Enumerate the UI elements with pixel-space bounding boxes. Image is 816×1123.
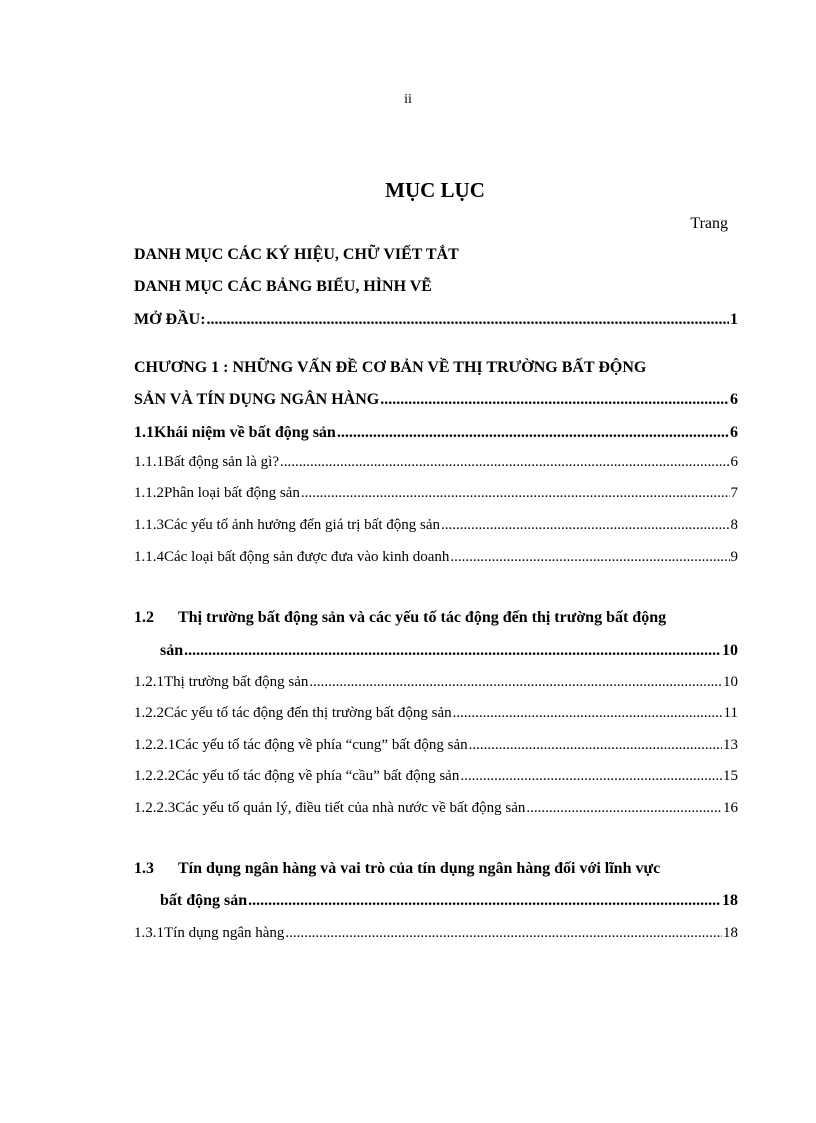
toc-leader-dots: [526, 800, 722, 817]
toc-leader-dots: [248, 892, 721, 910]
toc-entry-1-3-1[interactable]: [134, 925, 738, 942]
toc-entry-label: DANH MỤC CÁC BẢNG BIỂU, HÌNH VẼ: [134, 278, 432, 295]
toc-entry-number: 1.2.2.2: [134, 768, 176, 784]
toc-entry-1-2[interactable]: [134, 609, 738, 627]
toc-page-number: 6: [730, 391, 738, 408]
toc-entry-label: DANH MỤC CÁC KÝ HIỆU, CHỮ VIẾT TẮT: [134, 246, 459, 263]
toc-entry-label: Các yếu tố ảnh hưởng đến giá trị bất động sản: [164, 517, 440, 533]
toc-entry-number: 1.1: [134, 424, 154, 441]
page-column-header: Trang: [690, 215, 728, 232]
toc-entry-1-3[interactable]: [134, 860, 738, 878]
toc-entry-label: Phân loại bất động sản: [164, 485, 300, 501]
toc-entry-label: MỞ ĐẦU:: [134, 311, 206, 328]
toc-leader-dots: [441, 517, 730, 534]
toc-entry-number: 1.3.1: [134, 925, 164, 941]
toc-entry-label: Bất động sản là gì?: [164, 454, 279, 470]
toc-page-number: 6: [730, 454, 738, 470]
toc-page-number: 10: [722, 642, 738, 659]
toc-entry-label: SẢN VÀ TÍN DỤNG NGÂN HÀNG: [134, 391, 380, 408]
toc-entry-label: Các yếu tố tác động về phía “cung” bất động sản: [175, 737, 468, 753]
toc-page-number: 18: [722, 892, 738, 909]
toc-page-number: 1: [730, 311, 738, 328]
toc-entry-1-2-2-2[interactable]: [134, 768, 738, 785]
toc-entry-chapter-1-cont[interactable]: [134, 391, 738, 409]
toc-entry-label: Tín dụng ngân hàng: [164, 925, 285, 941]
toc-page-number: 10: [723, 674, 738, 690]
toc-leader-dots: [184, 642, 721, 660]
toc-leader-dots: [460, 768, 722, 785]
toc-page-number: 6: [730, 424, 738, 441]
toc-entry-number: 1.1.1: [134, 454, 164, 470]
toc-entry-number: 1.3: [134, 860, 154, 877]
toc-entry-1-1-4[interactable]: [134, 549, 738, 566]
toc-entry-number: 1.1.3: [134, 517, 164, 533]
toc-leader-dots: [301, 485, 730, 502]
toc-entry-1-1-3[interactable]: [134, 517, 738, 534]
toc-leader-dots: [207, 311, 729, 329]
page-title: MỤC LỤC: [385, 178, 485, 202]
toc-entry-number: 1.1.4: [134, 549, 164, 565]
toc-entry-label: Thị trường bất động sản và các yếu tố tác động đến thị trường bất động: [178, 609, 667, 626]
toc-entry-number: 1.2.2.1: [134, 737, 176, 753]
toc-page-number: 16: [723, 800, 738, 816]
toc-entry-introduction[interactable]: [134, 311, 738, 329]
toc-entry-1-2-2-1[interactable]: [134, 737, 738, 754]
toc-leader-dots: [380, 391, 729, 409]
toc-entry-label: Các yếu tố tác động đến thị trường bất động sản: [164, 705, 452, 721]
toc-entry-label: CHƯƠNG 1 : NHỮNG VẤN ĐỀ CƠ BẢN VỀ THỊ TRƯỜNG BẤT ĐỘNG: [134, 359, 647, 376]
toc-entry-label: bất động sản: [160, 892, 248, 909]
toc-entry-1-1[interactable]: [134, 424, 738, 442]
toc-leader-dots: [309, 674, 722, 691]
toc-entry-number: 1.2: [134, 609, 154, 626]
toc-leader-dots: [450, 549, 729, 566]
toc-page-number: 7: [730, 485, 738, 501]
toc-entry-1-2-cont[interactable]: [160, 642, 738, 660]
toc-leader-dots: [285, 925, 722, 942]
toc-entry-number: 1.2.2: [134, 705, 164, 721]
toc-entry-symbols-list[interactable]: [134, 246, 738, 264]
toc-page-number: 15: [723, 768, 738, 784]
toc-entry-1-1-2[interactable]: [134, 485, 738, 502]
toc-page-number: 18: [723, 925, 738, 941]
toc-entry-number: 1.1.2: [134, 485, 164, 501]
toc-entry-label: sản: [160, 642, 184, 659]
toc-entry-tables-list[interactable]: [134, 278, 738, 296]
toc-leader-dots: [453, 705, 723, 722]
toc-page-number: 13: [723, 737, 738, 753]
toc-entry-1-2-2-3[interactable]: [134, 800, 738, 817]
toc-entry-chapter-1[interactable]: [134, 359, 738, 377]
toc-entry-number: 1.2.2.3: [134, 800, 176, 816]
toc-entry-1-2-2[interactable]: [134, 705, 738, 722]
toc-entry-label: Các yếu tố tác động về phía “cầu” bất động sản: [175, 768, 460, 784]
toc-entry-1-1-1[interactable]: [134, 454, 738, 471]
toc-entry-label: Các loại bất động sản được đưa vào kinh doanh: [164, 549, 450, 565]
toc-page-number: 9: [730, 549, 738, 565]
page-number: ii: [404, 92, 412, 107]
toc-entry-label: Tín dụng ngân hàng và vai trò của tín dụng ngân hàng đối với lĩnh vực: [178, 860, 661, 877]
toc-leader-dots: [337, 424, 729, 442]
toc-page-number: 11: [723, 705, 738, 721]
toc-entry-1-3-cont[interactable]: [160, 892, 738, 910]
toc-leader-dots: [280, 454, 730, 471]
toc-entry-label: Khái niệm về bất động sản: [154, 424, 336, 441]
toc-entry-label: Các yếu tố quản lý, điều tiết của nhà nước về bất động sản: [175, 800, 526, 816]
toc-entry-number: 1.2.1: [134, 674, 164, 690]
toc-page-number: 8: [730, 517, 738, 533]
toc-leader-dots: [469, 737, 722, 754]
toc-entry-1-2-1[interactable]: [134, 674, 738, 691]
toc-entry-label: Thị trường bất động sản: [164, 674, 309, 690]
